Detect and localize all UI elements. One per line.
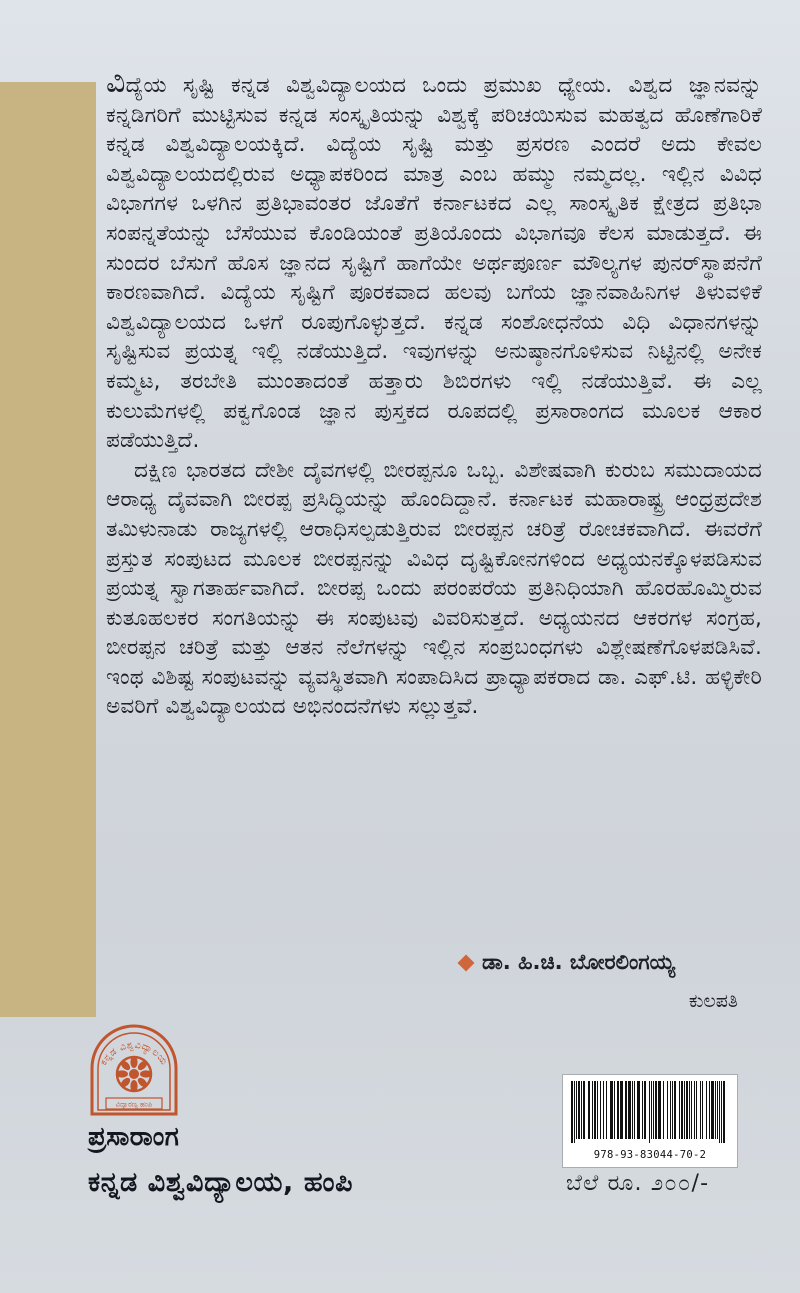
barcode-bar xyxy=(717,1081,718,1139)
university-seal-icon xyxy=(86,1022,182,1118)
signatory-name: ಡಾ. ಹಿ.ಚಿ. ಬೋರಲಿಂಗಯ್ಯ xyxy=(482,950,676,974)
barcode-bar xyxy=(628,1081,631,1139)
barcode-bar xyxy=(709,1081,710,1139)
barcode-bar xyxy=(694,1081,695,1139)
signature-block xyxy=(460,950,675,975)
barcode-bar xyxy=(679,1081,680,1139)
barcode-bar xyxy=(702,1081,703,1139)
barcode-bar xyxy=(620,1081,623,1139)
barcode-bar xyxy=(606,1081,607,1139)
decorative-side-band xyxy=(0,82,96,1017)
barcode-bar xyxy=(663,1081,664,1139)
barcode-bar xyxy=(655,1081,657,1139)
barcode-bar xyxy=(686,1081,688,1139)
barcode-bar xyxy=(706,1081,707,1139)
barcode-bar xyxy=(723,1081,725,1143)
isbn-number: 978-93-83044-70-2 xyxy=(593,1149,707,1161)
barcode-bar xyxy=(667,1081,668,1139)
barcode-bar xyxy=(632,1081,633,1139)
barcode-bar xyxy=(576,1081,577,1139)
barcode-bar xyxy=(681,1081,683,1139)
barcode-bar xyxy=(721,1081,722,1143)
barcode-bar xyxy=(610,1081,613,1139)
barcode-bar xyxy=(691,1081,692,1139)
seal-bottom-text: ವಿದ್ಯಾರಣ್ಯ ಹಂಪಿ xyxy=(115,1100,153,1109)
barcode-bar xyxy=(634,1081,635,1139)
barcode-bar xyxy=(715,1081,716,1139)
barcode-bar xyxy=(642,1081,643,1139)
barcode-bar xyxy=(578,1081,580,1139)
barcode-bar xyxy=(653,1081,654,1139)
price-label: ಬೆಲೆ ರೂ. ೨೦೦/- xyxy=(566,1171,710,1196)
barcode-bar xyxy=(658,1081,661,1139)
barcode-bar xyxy=(597,1081,598,1139)
barcode-bar xyxy=(649,1081,650,1143)
publisher-block xyxy=(88,1122,353,1199)
diamond-bullet-icon xyxy=(458,954,475,971)
barcode-bar xyxy=(700,1081,701,1139)
barcode-bar xyxy=(689,1081,690,1139)
barcode-bar xyxy=(574,1081,575,1143)
barcode-bar xyxy=(625,1081,627,1139)
barcode-bar xyxy=(583,1081,585,1139)
barcode-bar xyxy=(571,1081,573,1143)
blurb-text xyxy=(106,65,762,722)
publisher-university: ಕನ್ನಡ ವಿಶ್ವವಿದ್ಯಾಲಯ, ಹಂಪಿ xyxy=(88,1167,354,1198)
publisher-department: ಪ್ರಸಾರಾಂಗ xyxy=(88,1122,180,1152)
blurb-paragraph-1: ವಿದ್ಯೆಯ ಸೃಷ್ಟಿ ಕನ್ನಡ ವಿಶ್ವವಿದ್ಯಾಲಯದ ಒಂದು ಪ್ರಮುಖ ಧ್ಯೇಯ. ವಿಶ್ವದ ಜ್ಞಾನವನ್ನು ಕನ್ನಡಿಗರಿಗೆ ಮುಟ್ಟಿಸುವ ಕನ್ನಡ ಸಂಸ್ಕೃತಿಯನ್ನು ವಿಶ್ವಕ್ಕೆ ಪರಿಚಯಿಸುವ ಮಹತ್ವದ ಹೊಣೆಗಾರಿಕೆ ಕನ್ನಡ ವಿಶ್ವವಿದ್ಯಾಲಯಕ್ಕಿದೆ. ವಿದ್ಯೆಯ ಸೃಷ್ಟಿ ಮತ್ತು ಪ್ರಸರಣ ಎಂದರೆ ಅದು ಕೇವಲ ವಿಶ್ವವಿದ್ಯಾಲಯದಲ್ಲಿರುವ ಅಧ್ಯಾಪಕರಿಂದ ಮಾತ್ರ ಎಂಬ ಹಮ್ಮು ನಮ್ಮದಲ್ಲ. ಇಲ್ಲಿನ ವಿವಿಧ ವಿಭಾಗಗಳ ಒಳಗಿನ ಪ್ರತಿಭಾವಂತರ ಜೊತೆಗೆ ಕರ್ನಾಟಕದ ಎಲ್ಲ ಸಾಂಸ್ಕೃತಿಕ ಕ್ಷೇತ್ರದ ಪ್ರತಿಭಾ ಸಂಪನ್ನತೆಯನ್ನು ಬೆಸೆಯುವ ಕೊಂಡಿಯಂತೆ ಪ್ರತಿಯೊಂದು ವಿಭಾಗವೂ ಕೆಲಸ ಮಾಡುತ್ತದೆ. ಈ ಸುಂದರ ಬೆಸುಗೆ ಹೊಸ ಜ್ಞಾನದ ಸೃಷ್ಟಿಗೆ ಹಾಗೆಯೇ ಅರ್ಥಪೂರ್ಣ ಮೌಲ್ಯಗಳ ಪುನರ್‌ಸ್ಥಾಪನೆಗೆ ಕಾರಣವಾಗಿದೆ. ವಿದ್ಯೆಯ ಸೃಷ್ಟಿಗೆ ಪೂರಕವಾದ ಹಲವು ಬಗೆಯ ಜ್ಞಾನವಾಹಿನಿಗಳ ತಿಳುವಳಿಕೆ ವಿಶ್ವವಿದ್ಯಾಲಯದ ಒಳಗೆ ರೂಪುಗೊಳ್ಳುತ್ತದೆ. ಕನ್ನಡ ಸಂಶೋಧನೆಯ ವಿಧಿ ವಿಧಾನಗಳನ್ನು ಸೃಷ್ಟಿಸುವ ಪ್ರಯತ್ನ ಇಲ್ಲಿ ನಡೆಯುತ್ತಿದೆ. ಇವುಗಳನ್ನು ಅನುಷ್ಠಾನಗೊಳಿಸುವ ನಿಟ್ಟಿನಲ್ಲಿ ಅನೇಕ ಕಮ್ಮಟ, ತರಬೇತಿ ಮುಂತಾದಂತೆ ಹತ್ತಾರು ಶಿಬಿರಗಳು ಇಲ್ಲಿ ನಡೆಯುತ್ತಿವೆ. ಈ ಎಲ್ಲ ಕುಲುಮೆಗಳಲ್ಲಿ ಪಕ್ವಗೊಂಡ ಜ್ಞಾನ ಪುಸ್ತಕದ ರೂಪದಲ್ಲಿ ಪ್ರಸಾರಾಂಗದ ಮೂಲಕ ಆಕಾರ ಪಡೆಯುತ್ತಿದೆ. xyxy=(106,65,762,454)
barcode-bar xyxy=(674,1081,676,1139)
isbn-barcode xyxy=(562,1074,738,1168)
barcode-bar xyxy=(603,1081,604,1139)
barcode-bar xyxy=(684,1081,685,1139)
barcode-bar xyxy=(637,1081,640,1139)
barcode-bar xyxy=(651,1081,652,1139)
barcode-bar xyxy=(696,1081,697,1139)
barcode-bar xyxy=(711,1081,714,1139)
barcode-bar xyxy=(617,1081,619,1139)
barcode-bar xyxy=(644,1081,646,1139)
barcode-bar xyxy=(594,1081,596,1139)
barcode-bar xyxy=(600,1081,601,1139)
barcode-bar xyxy=(592,1081,593,1139)
signatory-role: ಕುಲಪತಿ xyxy=(688,990,738,1012)
barcode-bar xyxy=(670,1081,671,1139)
barcode-bar xyxy=(719,1081,720,1143)
seal-top-text: ಕನ್ನಡ ವಿಶ್ವವಿದ್ಯಾಲಯ xyxy=(98,1039,170,1068)
barcode-bar xyxy=(581,1081,582,1139)
barcode-bar xyxy=(672,1081,673,1139)
blurb-paragraph-2: ದಕ್ಷಿಣ ಭಾರತದ ದೇಶೀ ದೈವಗಳಲ್ಲಿ ಬೀರಪ್ಪನೂ ಒಬ್ಬ. ವಿಶೇಷವಾಗಿ ಕುರುಬ ಸಮುದಾಯದ ಆರಾಧ್ಯ ದೈವವಾಗಿ ಬೀರಪ್ಪ ಪ್ರಸಿದ್ಧಿಯನ್ನು ಹೊಂದಿದ್ದಾನೆ. ಕರ್ನಾಟಕ ಮಹಾರಾಷ್ಟ್ರ ಆಂಧ್ರಪ್ರದೇಶ ತಮಿಳುನಾಡು ರಾಜ್ಯಗಳಲ್ಲಿ ಆರಾಧಿಸಲ್ಪಡುತ್ತಿರುವ ಬೀರಪ್ಪನ ಚರಿತ್ರೆ ರೋಚಕವಾಗಿದೆ. ಈವರೆಗೆ ಪ್ರಸ್ತುತ ಸಂಪುಟದ ಮೂಲಕ ಬೀರಪ್ಪನನ್ನು ವಿವಿಧ ದೃಷ್ಟಿಕೋನಗಳಿಂದ ಅಧ್ಯಯನಕ್ಕೊಳಪಡಿಸುವ ಪ್ರಯತ್ನ ಸ್ವಾಗತಾರ್ಹವಾಗಿದೆ. ಬೀರಪ್ಪ ಒಂದು ಪರಂಪರೆಯ ಪ್ರತಿನಿಧಿಯಾಗಿ ಹೊರಹೊಮ್ಮಿರುವ ಕುತೂಹಲಕರ ಸಂಗತಿಯನ್ನು ಈ ಸಂಪುಟವು ವಿವರಿಸುತ್ತದೆ. ಅಧ್ಯಯನದ ಆಕರಗಳ ಸಂಗ್ರಹ, ಬೀರಪ್ಪನ ಚರಿತ್ರೆ ಮತ್ತು ಆತನ ನೆಲೆಗಳನ್ನು ಇಲ್ಲಿನ ಸಂಪ್ರಬಂಧಗಳು ವಿಶ್ಲೇಷಣೆಗೊಳಪಡಿಸಿವೆ. ಇಂಥ ವಿಶಿಷ್ಟ ಸಂಪುಟವನ್ನು ವ್ಯವಸ್ಥಿತವಾಗಿ ಸಂಪಾದಿಸಿದ ಪ್ರಾಧ್ಯಾಪಕರಾದ ಡಾ. ಎಫ್.ಟಿ. ಹಳ್ಳಿಕೇರಿ ಅವರಿಗೆ ವಿಶ್ವವಿದ್ಯಾಲಯದ ಅಭಿನಂದನೆಗಳು ಸಲ್ಲುತ್ತವೆ. xyxy=(106,457,762,720)
barcode-bar xyxy=(588,1081,590,1139)
barcode-bar xyxy=(614,1081,615,1139)
barcode-bars xyxy=(569,1081,731,1143)
